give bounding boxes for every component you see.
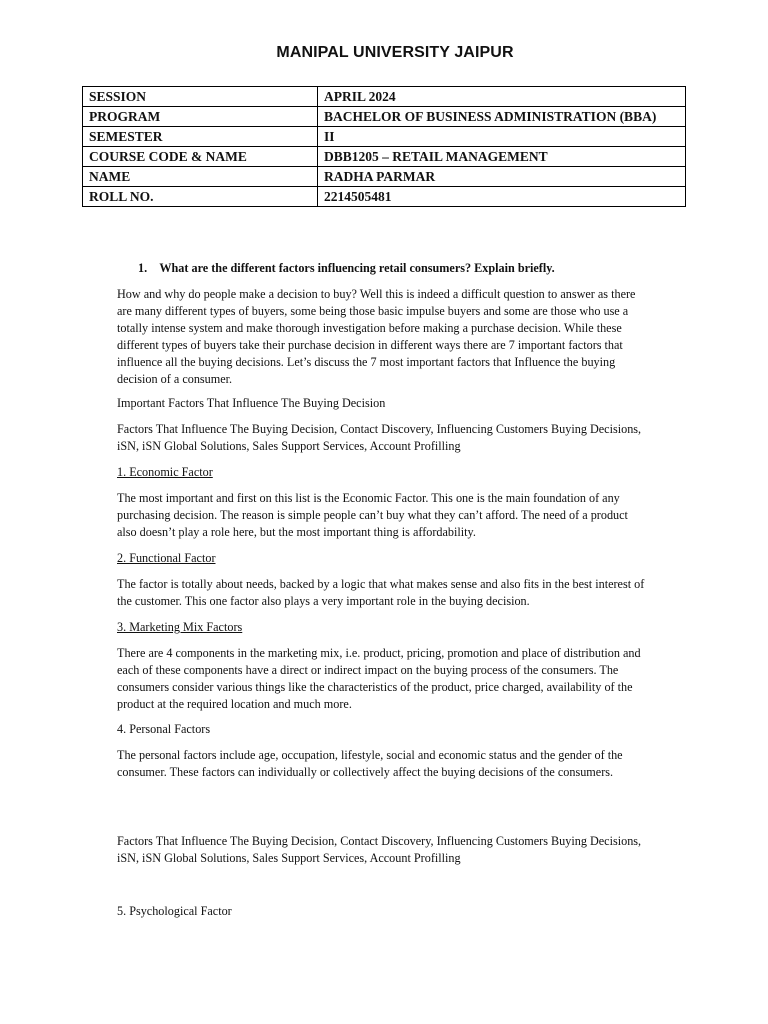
semester-label: SEMESTER bbox=[83, 127, 318, 147]
question-heading bbox=[138, 260, 555, 277]
course-label: COURSE CODE & NAME bbox=[83, 147, 318, 167]
question-text: What are the different factors influencing retail consumers? Explain briefly. bbox=[159, 261, 555, 275]
economic-factor-heading-text: 1. Economic Factor bbox=[117, 465, 213, 479]
functional-factor-paragraph: The factor is totally about needs, backed by a logic that what makes sense and also fits in the best interest of the customer. This one factor also plays a very important role in the buying decision. bbox=[117, 577, 645, 608]
tags-paragraph-2: Factors That Influence The Buying Decision, Contact Discovery, Influencing Customers Buying Decisions, iSN, iSN Global Solutions, Sales Support Services, Account Profilling bbox=[117, 834, 642, 865]
functional-factor-heading-text: 2. Functional Factor bbox=[117, 551, 216, 565]
program-value: BACHELOR OF BUSINESS ADMINISTRATION (BBA) bbox=[318, 107, 686, 127]
economic-factor-heading bbox=[117, 464, 647, 481]
roll-label: ROLL NO. bbox=[83, 187, 318, 207]
functional-factor-heading bbox=[117, 550, 647, 567]
program-label: PROGRAM bbox=[83, 107, 318, 127]
intro-paragraph: How and why do people make a decision to buy? Well this is indeed a difficult question to answer as there are many different types of buyers, some being those basic impulse buyers and some are those who use a totally intense system and make thorough investigation before making a purchase decision. While these different types of buyers take their purchase decision in different ways there are 7 important factors that influence all the buying decisions. Let’s discuss the 7 most important factors that Influence the buying decision of a consumer. bbox=[117, 287, 636, 386]
marketing-mix-heading bbox=[117, 619, 647, 636]
tags-paragraph: Factors That Influence The Buying Decision, Contact Discovery, Influencing Customers Buying Decisions, iSN, iSN Global Solutions, Sales Support Services, Account Profilling bbox=[117, 422, 642, 453]
info-table bbox=[82, 86, 686, 207]
important-factors-heading: Important Factors That Influence The Buying Decision bbox=[117, 396, 386, 410]
course-value: DBB1205 – RETAIL MANAGEMENT bbox=[318, 147, 686, 167]
table-row bbox=[83, 127, 686, 147]
marketing-mix-heading-text: 3. Marketing Mix Factors bbox=[117, 620, 243, 634]
roll-value: 2214505481 bbox=[318, 187, 686, 207]
table-row bbox=[83, 107, 686, 127]
economic-factor-paragraph: The most important and first on this list is the Economic Factor. This one is the main foundation of any purchasing decision. The reason is simple people can’t buy what they can’t afford. The need of a product also doesn’t play a role here, but the most important thing is affordability. bbox=[117, 491, 628, 539]
name-value: RADHA PARMAR bbox=[318, 167, 686, 187]
name-label: NAME bbox=[83, 167, 318, 187]
table-row bbox=[83, 87, 686, 107]
question-number: 1. bbox=[138, 261, 148, 275]
personal-factors-paragraph: The personal factors include age, occupation, lifestyle, social and economic status and the gender of the consumer. These factors can individually or collectively affect the buying decisions of the consumers. bbox=[117, 748, 623, 779]
semester-value: II bbox=[318, 127, 686, 147]
marketing-mix-paragraph: There are 4 components in the marketing mix, i.e. product, pricing, promotion and place of distribution and each of these components have a direct or indirect impact on the buying process of the consumers. The consumers consider various things like the characteristics of the product, price charged, availability of the product at the required location and much more. bbox=[117, 646, 641, 711]
table-row bbox=[83, 147, 686, 167]
university-title: MANIPAL UNIVERSITY JAIPUR bbox=[276, 44, 514, 61]
table-row bbox=[83, 167, 686, 187]
psychological-factor-heading: 5. Psychological Factor bbox=[117, 904, 232, 918]
table-row bbox=[83, 187, 686, 207]
personal-factors-heading: 4. Personal Factors bbox=[117, 722, 211, 736]
session-label: SESSION bbox=[83, 87, 318, 107]
session-value: APRIL 2024 bbox=[318, 87, 686, 107]
